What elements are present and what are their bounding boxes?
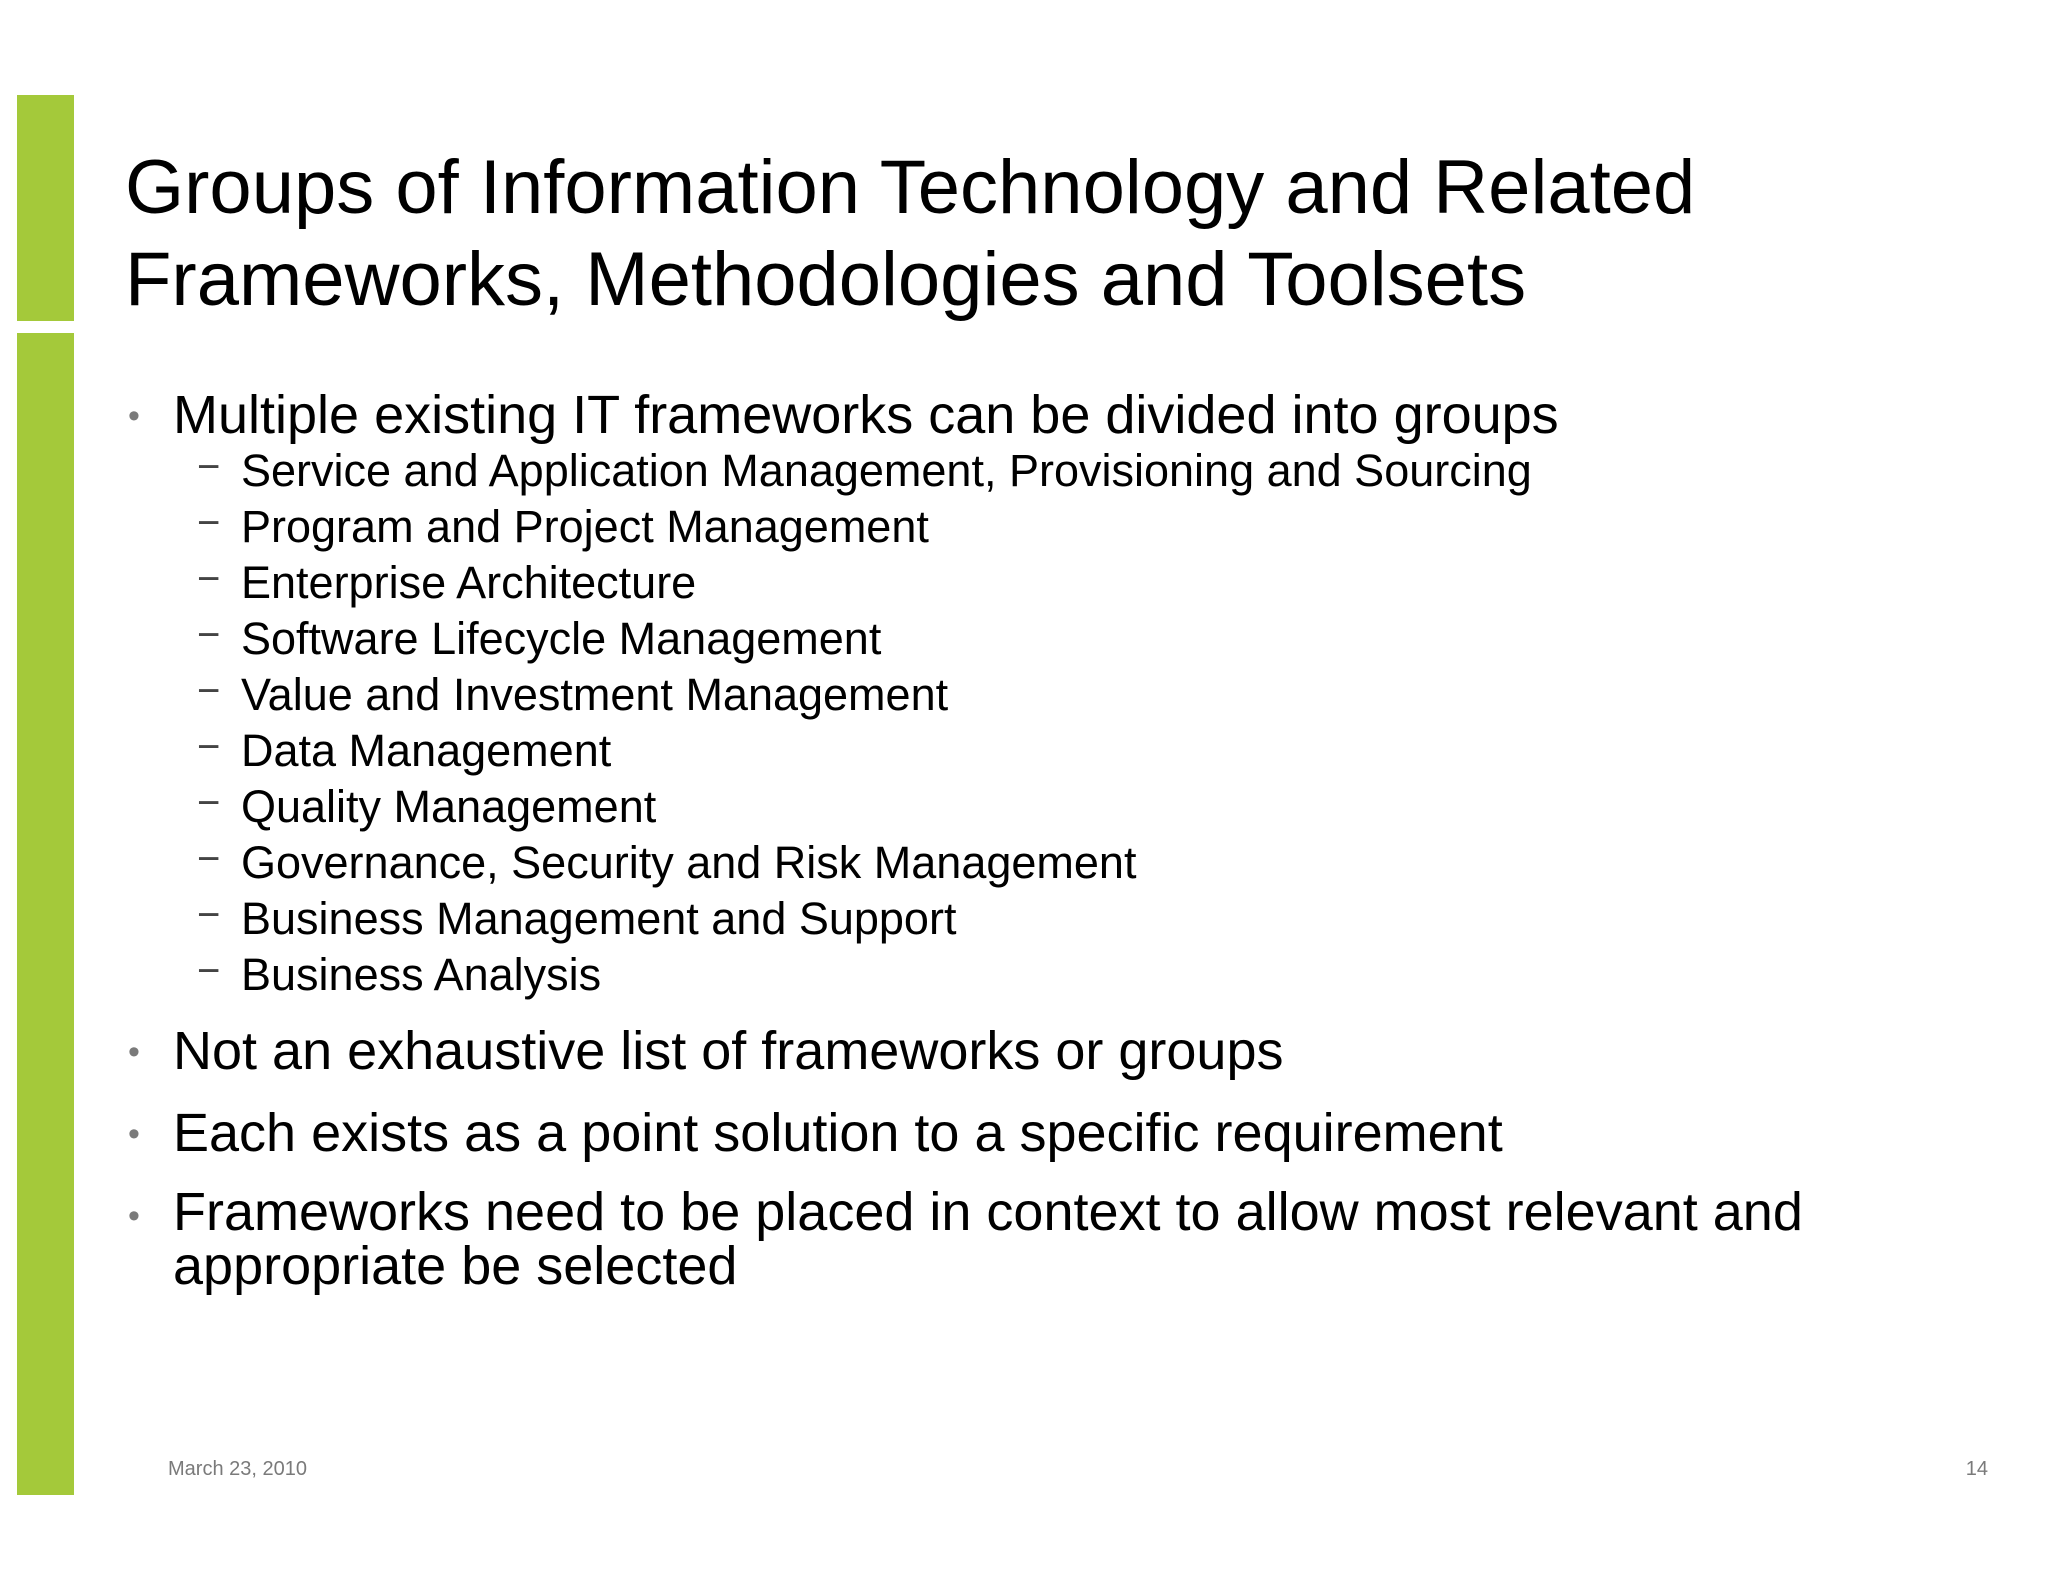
sub-bullet-text: Quality Management <box>241 781 657 832</box>
dash-icon: − <box>197 725 221 769</box>
footer-date: March 23, 2010 <box>168 1458 307 1480</box>
sub-bullet-item <box>197 835 1985 891</box>
bullet-text-line-1: Frameworks need to be placed in context to allow most relevant and <box>173 1182 1803 1242</box>
bullet-icon: • <box>128 1033 140 1071</box>
sub-bullet-item <box>197 723 1985 779</box>
dash-icon: − <box>197 893 221 937</box>
sub-bullet-text: Business Management and Support <box>241 893 957 944</box>
bullet-item <box>125 1182 1985 1296</box>
bullet-text: Multiple existing IT frameworks can be divided into groups <box>173 385 1559 445</box>
sub-bullet-text: Governance, Security and Risk Management <box>241 837 1137 888</box>
sub-bullet-item <box>197 667 1985 723</box>
slide-title-line-1: Groups of Information Technology and Related <box>125 145 1696 230</box>
accent-bar-bottom <box>17 333 74 1495</box>
page-number: 14 <box>1965 1458 1988 1480</box>
sub-bullet-item <box>197 947 1985 1003</box>
sub-bullet-text: Enterprise Architecture <box>241 557 697 608</box>
dash-icon: − <box>197 501 221 545</box>
bullet-list <box>125 385 1985 1296</box>
bullet-item <box>125 385 1985 1003</box>
slide-title-line-2: Frameworks, Methodologies and Toolsets <box>125 237 1527 322</box>
bullet-text: Not an exhaustive list of frameworks or groups <box>173 1021 1284 1081</box>
bullet-item <box>125 1021 1985 1081</box>
bullet-item <box>125 1103 1985 1163</box>
sub-bullet-text: Value and Investment Management <box>241 669 949 720</box>
bullet-icon: • <box>128 1115 140 1153</box>
sub-bullet-item <box>197 611 1985 667</box>
bullet-icon: • <box>128 397 140 435</box>
slide-title <box>125 142 1925 326</box>
bullet-text: Each exists as a point solution to a specific requirement <box>173 1103 1503 1163</box>
sub-bullet-item <box>197 443 1985 499</box>
dash-icon: − <box>197 557 221 601</box>
sub-bullet-text: Data Management <box>241 725 612 776</box>
sub-bullet-item <box>197 779 1985 835</box>
dash-icon: − <box>197 837 221 881</box>
sub-bullet-text: Service and Application Management, Provisioning and Sourcing <box>241 445 1532 496</box>
bullet-icon: • <box>128 1197 140 1235</box>
sub-bullet-text: Software Lifecycle Management <box>241 613 882 664</box>
sub-bullet-text: Business Analysis <box>241 949 602 1000</box>
sub-bullet-item <box>197 499 1985 555</box>
sub-bullet-item <box>197 555 1985 611</box>
accent-bar-top <box>17 95 74 321</box>
sub-bullet-list <box>173 443 1985 1003</box>
dash-icon: − <box>197 445 221 489</box>
dash-icon: − <box>197 781 221 825</box>
dash-icon: − <box>197 613 221 657</box>
dash-icon: − <box>197 669 221 713</box>
dash-icon: − <box>197 949 221 993</box>
sub-bullet-text: Program and Project Management <box>241 501 929 552</box>
bullet-text-line-2: appropriate be selected <box>173 1236 738 1296</box>
sub-bullet-item <box>197 891 1985 947</box>
